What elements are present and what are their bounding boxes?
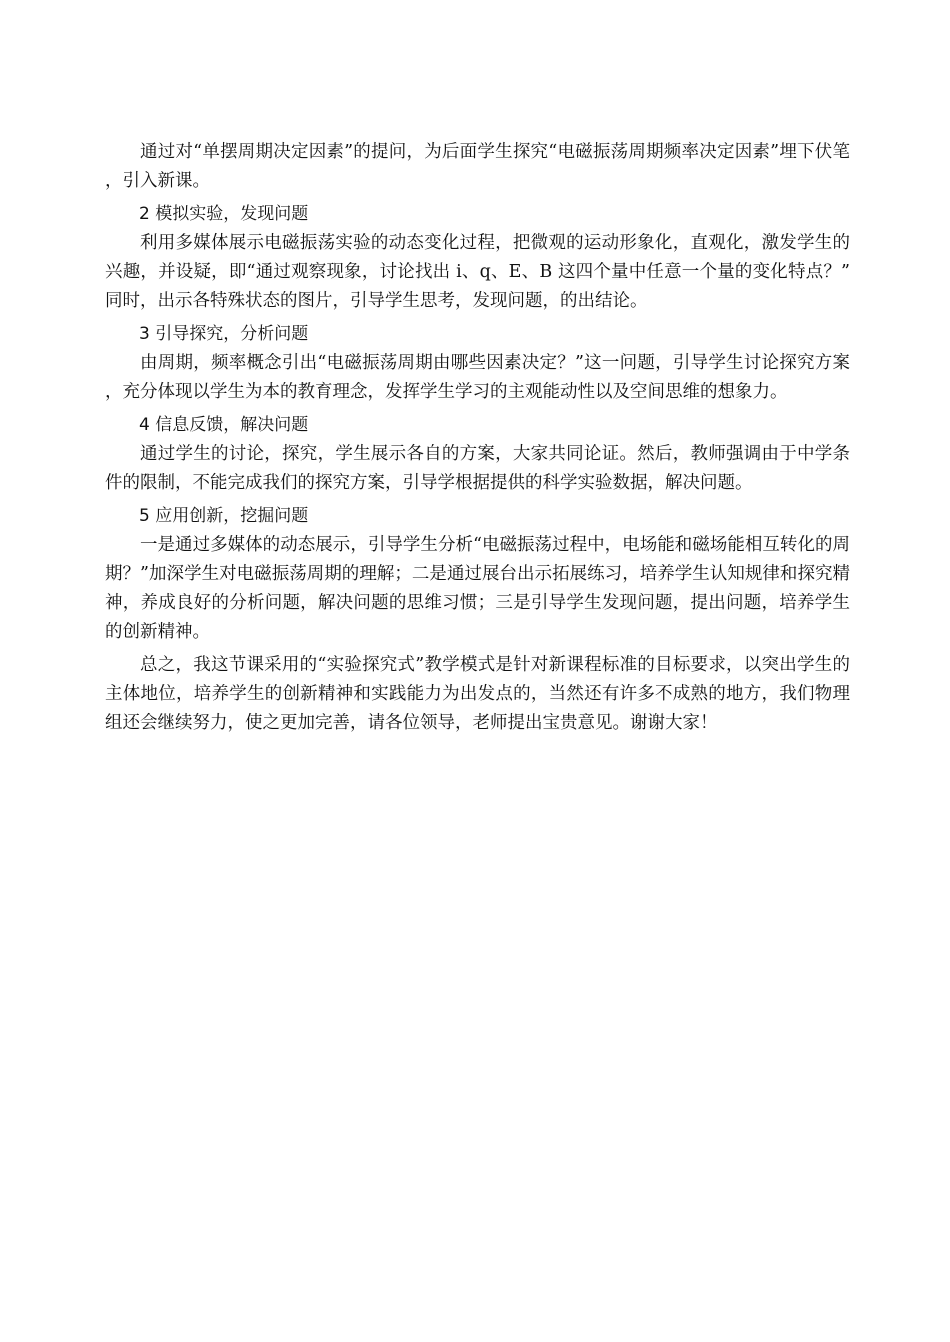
section-4-heading: 4 信息反馈，解决问题: [139, 415, 309, 435]
section-3-paragraph: 由周期，频率概念引出“电磁振荡周期由哪些因素决定？”这一问题，引导学生讨论探究方案，充分体现以学生为本的教育理念，发挥学生学习的主观能动性以及空间思维的想象力。: [105, 353, 850, 402]
conclusion-paragraph: 总之，我这节课采用的“实验探究式”教学模式是针对新课程标准的目标要求，以突出学生的主体地位，培养学生的创新精神和实践能力为出发点的，当然还有许多不成熟的地方，我们物理组还会继续努力，使之更加完善，请各位领导，老师提出宝贵意见。谢谢大家！: [105, 655, 850, 733]
section-5-paragraph: 一是通过多媒体的动态展示，引导学生分析“电磁振荡过程中，电场能和磁场能相互转化的周期？”加深学生对电磁振荡周期的理解；二是通过展台出示拓展练习，培养学生认知规律和探究精神，养成良好的分析问题，解决问题的思维习惯；三是引导学生发现问题，提出问题，培养学生的创新精神。: [105, 535, 850, 642]
section-2-heading: 2 模拟实验，发现问题: [139, 204, 309, 224]
section-5-heading: 5 应用创新，挖掘问题: [139, 506, 309, 526]
document-body: [105, 138, 850, 742]
section-3-heading: 3 引导探究，分析问题: [139, 324, 309, 344]
intro-paragraph: 通过对“单摆周期决定因素”的提问，为后面学生探究“电磁振荡周期频率决定因素”埋下伏笔，引入新课。: [105, 142, 850, 191]
section-4-paragraph: 通过学生的讨论，探究，学生展示各自的方案，大家共同论证。然后，教师强调由于中学条件的限制，不能完成我们的探究方案，引导学根据提供的科学实验数据，解决问题。: [105, 444, 850, 493]
section-2-paragraph: 利用多媒体展示电磁振荡实验的动态变化过程，把微观的运动形象化，直观化，激发学生的兴趣，并设疑，即“通过观察现象，讨论找出 i、q、E、B 这四个量中任意一个量的变化特点？”同时，出示各特殊状态的图片，引导学生思考，发现问题，的出结论。: [105, 233, 850, 311]
